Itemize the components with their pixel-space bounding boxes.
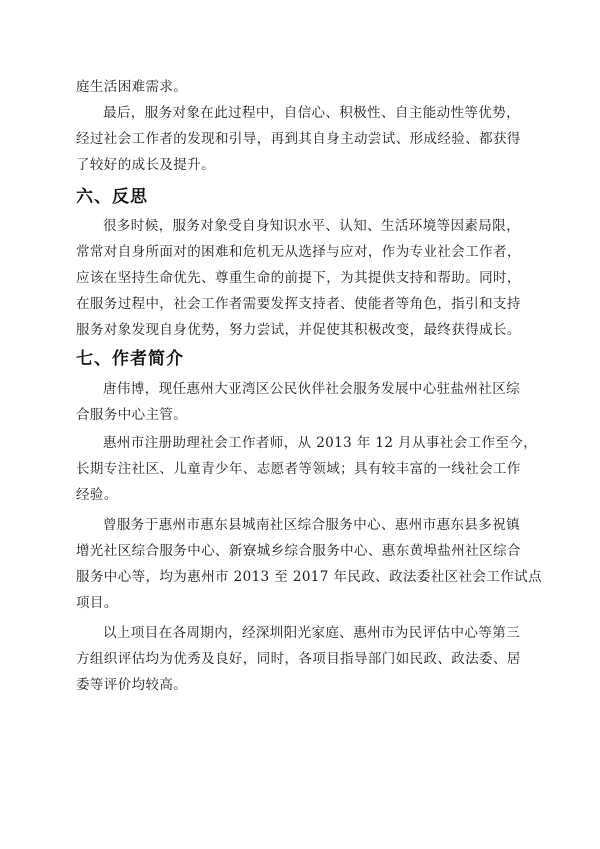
text-line: 以上项目在各周期内，经深圳阳光家庭、惠州市为民评估中心等第三 [103, 625, 520, 641]
text-line: 应该在坚持生命优先、尊重生命的前提下，为其提供支持和帮助。同时， [76, 270, 521, 286]
text-line: 很多时候，服务对象受自身知识水平、认知、生活环境等因素局限， [103, 218, 520, 234]
text-line: 了较好的成长及提升。 [76, 157, 215, 173]
paragraph-conclusion [76, 100, 531, 178]
paragraph-author-name [76, 376, 531, 428]
paragraph-continuation [76, 74, 531, 100]
paragraph-author-experience [76, 512, 542, 616]
section-heading-author: 七、作者简介 [76, 349, 184, 369]
paragraph-reflection [76, 213, 531, 343]
text-line: 委等评价均较高。 [76, 677, 188, 693]
text-line: 增光社区综合服务中心、新寮城乡综合服务中心、惠东黄埠盐州社区综合 [76, 543, 521, 559]
text-line: 方组织评估均为优秀及良好，同时，各项目指导部门如民政、政法委、居 [76, 651, 521, 667]
text-line: 项目。 [76, 595, 118, 611]
paragraph-project-evaluation [76, 620, 531, 698]
text-line: 合服务中心主管。 [76, 407, 188, 423]
section-heading-reflection: 六、反思 [76, 187, 148, 207]
text-line: 唐伟博，现任惠州大亚湾区公民伙伴社会服务发展中心驻盐州社区综 [103, 381, 520, 397]
text-line: 经过社会工作者的发现和引导，再到其自身主动尝试、形成经验、都获得 [76, 131, 521, 147]
text-line: 长期专注社区、儿童青少年、志愿者等领域；具有较丰富的一线社会工作 [76, 461, 521, 477]
text-line: 服务对象发现自身优势，努力尝试，并促使其积极改变，最终获得成长。 [76, 322, 521, 338]
text-line: 曾服务于惠州市惠东县城南社区综合服务中心、惠州市惠东县多祝镇 [103, 517, 520, 533]
text-line: 常常对自身所面对的困难和危机无从选择与应对，作为专业社会工作者， [76, 244, 521, 260]
paragraph-author-qualification [76, 430, 538, 508]
text-line: 惠州市注册助理社会工作者师，从 2013 年 12 月从事社会工作至今， [103, 435, 538, 451]
text-line: 在服务过程中，社会工作者需要发挥支持者、使能者等角色，指引和支持 [76, 296, 521, 312]
text-line: 最后，服务对象在此过程中，自信心、积极性、自主能动性等优势， [103, 105, 520, 121]
text-line: 服务中心等，均为惠州市 2013 至 2017 年民政、政法委社区社会工作试点 [76, 569, 542, 585]
text-line: 经验。 [76, 487, 118, 503]
text-line: 庭生活困难需求。 [76, 79, 188, 95]
